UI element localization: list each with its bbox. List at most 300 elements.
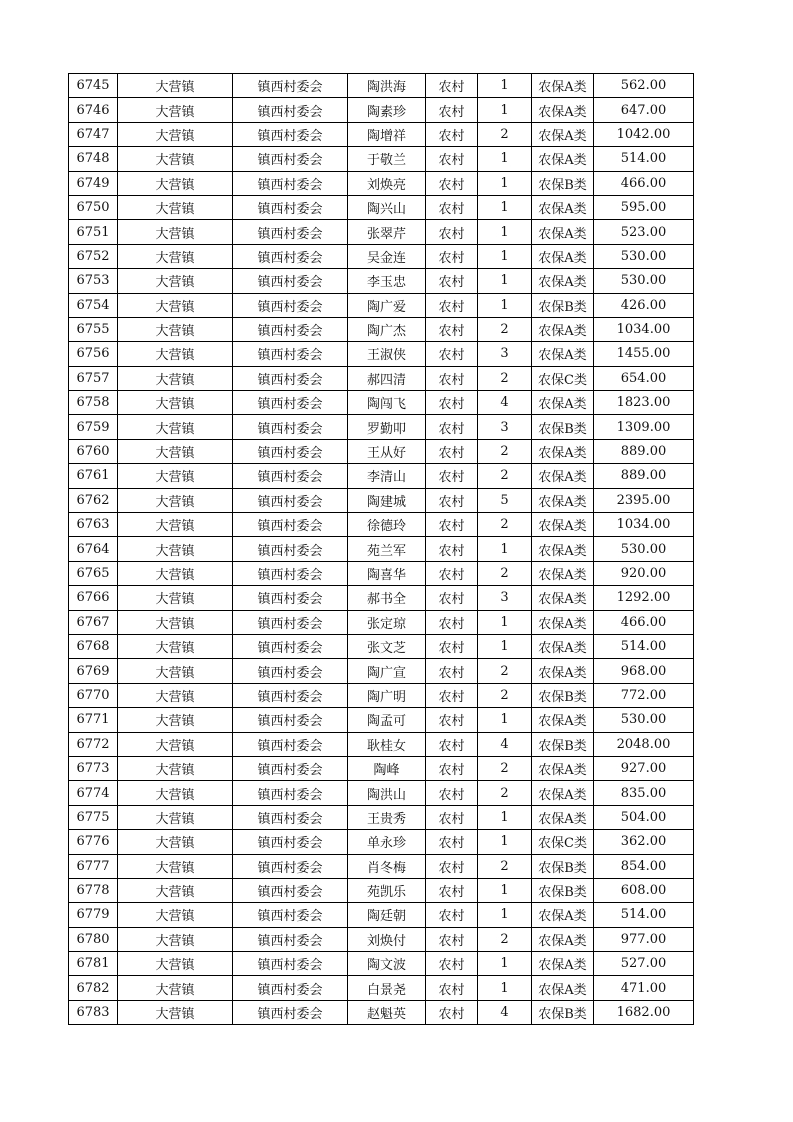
table-row: [69, 732, 694, 756]
cell-name: 刘焕亮: [348, 171, 426, 195]
cell-name: 于敬兰: [348, 147, 426, 171]
cell-committee: 镇西村委会: [233, 976, 348, 1000]
cell-household-size: 2: [478, 122, 532, 146]
cell-town: 大营镇: [118, 781, 233, 805]
cell-id: 6778: [69, 878, 118, 902]
cell-household-size: 1: [478, 195, 532, 219]
cell-committee: 镇西村委会: [233, 342, 348, 366]
cell-committee: 镇西村委会: [233, 634, 348, 658]
table-row: [69, 74, 694, 98]
table-row: [69, 805, 694, 829]
cell-area: 农村: [426, 513, 478, 537]
cell-amount: 514.00: [594, 634, 694, 658]
cell-amount: 1455.00: [594, 342, 694, 366]
cell-committee: 镇西村委会: [233, 659, 348, 683]
cell-committee: 镇西村委会: [233, 561, 348, 585]
cell-name: 徐德玲: [348, 513, 426, 537]
cell-name: 王从好: [348, 439, 426, 463]
cell-amount: 530.00: [594, 537, 694, 561]
cell-committee: 镇西村委会: [233, 244, 348, 268]
cell-committee: 镇西村委会: [233, 195, 348, 219]
cell-town: 大营镇: [118, 903, 233, 927]
cell-household-size: 1: [478, 269, 532, 293]
cell-id: 6751: [69, 220, 118, 244]
cell-id: 6760: [69, 439, 118, 463]
cell-committee: 镇西村委会: [233, 171, 348, 195]
cell-town: 大营镇: [118, 854, 233, 878]
cell-id: 6759: [69, 415, 118, 439]
table-row: [69, 366, 694, 390]
cell-area: 农村: [426, 537, 478, 561]
table-row: [69, 634, 694, 658]
cell-amount: 1823.00: [594, 391, 694, 415]
cell-area: 农村: [426, 342, 478, 366]
cell-amount: 927.00: [594, 756, 694, 780]
cell-amount: 772.00: [594, 683, 694, 707]
cell-id: 6769: [69, 659, 118, 683]
cell-town: 大营镇: [118, 439, 233, 463]
cell-area: 农村: [426, 74, 478, 98]
cell-town: 大营镇: [118, 537, 233, 561]
cell-name: 陶洪山: [348, 781, 426, 805]
cell-amount: 426.00: [594, 293, 694, 317]
cell-area: 农村: [426, 976, 478, 1000]
cell-amount: 2395.00: [594, 488, 694, 512]
cell-area: 农村: [426, 561, 478, 585]
cell-area: 农村: [426, 415, 478, 439]
cell-area: 农村: [426, 220, 478, 244]
cell-id: 6767: [69, 610, 118, 634]
cell-household-size: 4: [478, 732, 532, 756]
cell-town: 大营镇: [118, 98, 233, 122]
cell-category: 农保A类: [532, 586, 594, 610]
cell-amount: 514.00: [594, 903, 694, 927]
cell-amount: 527.00: [594, 952, 694, 976]
cell-name: 王贵秀: [348, 805, 426, 829]
cell-category: 农保A类: [532, 634, 594, 658]
cell-id: 6754: [69, 293, 118, 317]
cell-household-size: 2: [478, 366, 532, 390]
cell-category: 农保A类: [532, 488, 594, 512]
cell-category: 农保A类: [532, 952, 594, 976]
cell-household-size: 1: [478, 634, 532, 658]
cell-town: 大营镇: [118, 683, 233, 707]
cell-town: 大营镇: [118, 927, 233, 951]
cell-area: 农村: [426, 366, 478, 390]
cell-town: 大营镇: [118, 610, 233, 634]
cell-household-size: 2: [478, 561, 532, 585]
cell-town: 大营镇: [118, 513, 233, 537]
cell-id: 6783: [69, 1000, 118, 1024]
cell-committee: 镇西村委会: [233, 805, 348, 829]
cell-committee: 镇西村委会: [233, 537, 348, 561]
cell-category: 农保A类: [532, 464, 594, 488]
table-row: [69, 195, 694, 219]
table-row: [69, 610, 694, 634]
cell-committee: 镇西村委会: [233, 415, 348, 439]
cell-committee: 镇西村委会: [233, 488, 348, 512]
cell-household-size: 1: [478, 74, 532, 98]
cell-household-size: 3: [478, 586, 532, 610]
cell-household-size: 5: [478, 488, 532, 512]
cell-name: 罗勤叩: [348, 415, 426, 439]
cell-category: 农保A类: [532, 269, 594, 293]
cell-town: 大营镇: [118, 171, 233, 195]
table-row: [69, 561, 694, 585]
cell-area: 农村: [426, 269, 478, 293]
cell-id: 6777: [69, 854, 118, 878]
cell-id: 6772: [69, 732, 118, 756]
cell-committee: 镇西村委会: [233, 74, 348, 98]
cell-area: 农村: [426, 98, 478, 122]
cell-household-size: 2: [478, 781, 532, 805]
cell-committee: 镇西村委会: [233, 830, 348, 854]
cell-area: 农村: [426, 464, 478, 488]
table-row: [69, 854, 694, 878]
cell-area: 农村: [426, 659, 478, 683]
cell-amount: 466.00: [594, 171, 694, 195]
cell-household-size: 1: [478, 805, 532, 829]
cell-committee: 镇西村委会: [233, 147, 348, 171]
cell-area: 农村: [426, 586, 478, 610]
cell-id: 6749: [69, 171, 118, 195]
table-row: [69, 952, 694, 976]
cell-amount: 889.00: [594, 439, 694, 463]
cell-amount: 1034.00: [594, 317, 694, 341]
cell-category: 农保A类: [532, 317, 594, 341]
cell-committee: 镇西村委会: [233, 781, 348, 805]
cell-name: 吴金连: [348, 244, 426, 268]
cell-id: 6764: [69, 537, 118, 561]
cell-name: 陶孟可: [348, 708, 426, 732]
cell-committee: 镇西村委会: [233, 391, 348, 415]
cell-amount: 530.00: [594, 708, 694, 732]
table-row: [69, 220, 694, 244]
cell-category: 农保A类: [532, 195, 594, 219]
cell-id: 6758: [69, 391, 118, 415]
cell-id: 6776: [69, 830, 118, 854]
cell-category: 农保B类: [532, 878, 594, 902]
cell-area: 农村: [426, 293, 478, 317]
cell-amount: 1042.00: [594, 122, 694, 146]
cell-id: 6761: [69, 464, 118, 488]
cell-area: 农村: [426, 903, 478, 927]
cell-id: 6782: [69, 976, 118, 1000]
cell-amount: 1034.00: [594, 513, 694, 537]
cell-amount: 595.00: [594, 195, 694, 219]
cell-household-size: 1: [478, 147, 532, 171]
cell-name: 苑凯乐: [348, 878, 426, 902]
cell-name: 单永珍: [348, 830, 426, 854]
cell-id: 6774: [69, 781, 118, 805]
cell-id: 6756: [69, 342, 118, 366]
cell-id: 6771: [69, 708, 118, 732]
data-table: [68, 73, 694, 1025]
table-row: [69, 147, 694, 171]
cell-committee: 镇西村委会: [233, 878, 348, 902]
cell-id: 6755: [69, 317, 118, 341]
cell-name: 张文芝: [348, 634, 426, 658]
cell-household-size: 1: [478, 171, 532, 195]
cell-amount: 1682.00: [594, 1000, 694, 1024]
cell-category: 农保A类: [532, 537, 594, 561]
cell-household-size: 2: [478, 683, 532, 707]
cell-amount: 654.00: [594, 366, 694, 390]
cell-household-size: 2: [478, 464, 532, 488]
cell-town: 大营镇: [118, 634, 233, 658]
cell-name: 刘焕付: [348, 927, 426, 951]
cell-committee: 镇西村委会: [233, 513, 348, 537]
cell-committee: 镇西村委会: [233, 756, 348, 780]
cell-household-size: 1: [478, 98, 532, 122]
cell-area: 农村: [426, 878, 478, 902]
table-row: [69, 683, 694, 707]
cell-name: 陶素珍: [348, 98, 426, 122]
cell-household-size: 1: [478, 708, 532, 732]
cell-id: 6773: [69, 756, 118, 780]
cell-town: 大营镇: [118, 147, 233, 171]
cell-town: 大营镇: [118, 244, 233, 268]
cell-category: 农保A类: [532, 391, 594, 415]
cell-town: 大营镇: [118, 732, 233, 756]
cell-category: 农保A类: [532, 756, 594, 780]
cell-amount: 889.00: [594, 464, 694, 488]
cell-household-size: 1: [478, 220, 532, 244]
cell-town: 大营镇: [118, 220, 233, 244]
cell-town: 大营镇: [118, 1000, 233, 1024]
cell-name: 肖冬梅: [348, 854, 426, 878]
table-row: [69, 830, 694, 854]
cell-area: 农村: [426, 781, 478, 805]
cell-area: 农村: [426, 1000, 478, 1024]
cell-household-size: 3: [478, 342, 532, 366]
cell-amount: 835.00: [594, 781, 694, 805]
table-row: [69, 756, 694, 780]
cell-name: 陶喜华: [348, 561, 426, 585]
cell-amount: 530.00: [594, 244, 694, 268]
cell-category: 农保A类: [532, 244, 594, 268]
cell-id: 6768: [69, 634, 118, 658]
cell-town: 大营镇: [118, 74, 233, 98]
cell-category: 农保B类: [532, 293, 594, 317]
cell-amount: 530.00: [594, 269, 694, 293]
cell-town: 大营镇: [118, 659, 233, 683]
cell-area: 农村: [426, 854, 478, 878]
cell-name: 白景尧: [348, 976, 426, 1000]
cell-name: 陶闯飞: [348, 391, 426, 415]
cell-name: 郝书全: [348, 586, 426, 610]
cell-id: 6747: [69, 122, 118, 146]
cell-household-size: 2: [478, 854, 532, 878]
table-row: [69, 391, 694, 415]
cell-category: 农保A类: [532, 122, 594, 146]
cell-name: 陶增祥: [348, 122, 426, 146]
table-row: [69, 878, 694, 902]
cell-household-size: 1: [478, 976, 532, 1000]
cell-id: 6765: [69, 561, 118, 585]
cell-area: 农村: [426, 317, 478, 341]
cell-amount: 608.00: [594, 878, 694, 902]
table-row: [69, 439, 694, 463]
cell-area: 农村: [426, 244, 478, 268]
cell-committee: 镇西村委会: [233, 927, 348, 951]
cell-area: 农村: [426, 439, 478, 463]
cell-amount: 362.00: [594, 830, 694, 854]
cell-committee: 镇西村委会: [233, 464, 348, 488]
cell-category: 农保A类: [532, 903, 594, 927]
cell-id: 6762: [69, 488, 118, 512]
cell-town: 大营镇: [118, 195, 233, 219]
cell-committee: 镇西村委会: [233, 732, 348, 756]
cell-household-size: 2: [478, 317, 532, 341]
cell-amount: 1292.00: [594, 586, 694, 610]
cell-name: 张定琼: [348, 610, 426, 634]
table-row: [69, 781, 694, 805]
cell-town: 大营镇: [118, 391, 233, 415]
cell-committee: 镇西村委会: [233, 903, 348, 927]
cell-area: 农村: [426, 732, 478, 756]
cell-household-size: 1: [478, 830, 532, 854]
cell-category: 农保A类: [532, 342, 594, 366]
cell-area: 农村: [426, 952, 478, 976]
table-row: [69, 464, 694, 488]
cell-amount: 1309.00: [594, 415, 694, 439]
cell-town: 大营镇: [118, 342, 233, 366]
cell-household-size: 1: [478, 293, 532, 317]
cell-committee: 镇西村委会: [233, 317, 348, 341]
cell-town: 大营镇: [118, 756, 233, 780]
table-row: [69, 415, 694, 439]
table-row: [69, 171, 694, 195]
cell-household-size: 2: [478, 756, 532, 780]
cell-household-size: 1: [478, 610, 532, 634]
cell-name: 陶廷朝: [348, 903, 426, 927]
cell-category: 农保A类: [532, 147, 594, 171]
cell-town: 大营镇: [118, 952, 233, 976]
cell-town: 大营镇: [118, 464, 233, 488]
cell-committee: 镇西村委会: [233, 952, 348, 976]
cell-amount: 647.00: [594, 98, 694, 122]
cell-committee: 镇西村委会: [233, 586, 348, 610]
cell-id: 6779: [69, 903, 118, 927]
cell-household-size: 4: [478, 391, 532, 415]
cell-household-size: 3: [478, 415, 532, 439]
cell-id: 6752: [69, 244, 118, 268]
cell-category: 农保A类: [532, 439, 594, 463]
cell-name: 张翠芹: [348, 220, 426, 244]
cell-town: 大营镇: [118, 976, 233, 1000]
cell-name: 李清山: [348, 464, 426, 488]
cell-category: 农保C类: [532, 366, 594, 390]
cell-name: 王淑侠: [348, 342, 426, 366]
table-row: [69, 513, 694, 537]
cell-household-size: 2: [478, 439, 532, 463]
cell-committee: 镇西村委会: [233, 610, 348, 634]
cell-category: 农保A类: [532, 781, 594, 805]
cell-id: 6750: [69, 195, 118, 219]
cell-amount: 920.00: [594, 561, 694, 585]
cell-name: 李玉忠: [348, 269, 426, 293]
cell-area: 农村: [426, 634, 478, 658]
cell-committee: 镇西村委会: [233, 1000, 348, 1024]
cell-committee: 镇西村委会: [233, 854, 348, 878]
cell-town: 大营镇: [118, 586, 233, 610]
cell-town: 大营镇: [118, 366, 233, 390]
cell-town: 大营镇: [118, 830, 233, 854]
cell-area: 农村: [426, 195, 478, 219]
table-row: [69, 122, 694, 146]
cell-committee: 镇西村委会: [233, 98, 348, 122]
cell-town: 大营镇: [118, 805, 233, 829]
table-row: [69, 1000, 694, 1024]
cell-town: 大营镇: [118, 122, 233, 146]
table-row: [69, 708, 694, 732]
table-row: [69, 659, 694, 683]
cell-town: 大营镇: [118, 561, 233, 585]
cell-area: 农村: [426, 708, 478, 732]
cell-town: 大营镇: [118, 878, 233, 902]
cell-amount: 977.00: [594, 927, 694, 951]
cell-amount: 466.00: [594, 610, 694, 634]
cell-town: 大营镇: [118, 269, 233, 293]
cell-id: 6746: [69, 98, 118, 122]
cell-name: 苑兰军: [348, 537, 426, 561]
table-row: [69, 342, 694, 366]
cell-category: 农保B类: [532, 732, 594, 756]
cell-category: 农保A类: [532, 610, 594, 634]
cell-category: 农保C类: [532, 830, 594, 854]
cell-id: 6757: [69, 366, 118, 390]
cell-id: 6781: [69, 952, 118, 976]
cell-id: 6763: [69, 513, 118, 537]
cell-id: 6766: [69, 586, 118, 610]
table-row: [69, 488, 694, 512]
cell-town: 大营镇: [118, 293, 233, 317]
cell-category: 农保A类: [532, 74, 594, 98]
cell-category: 农保B类: [532, 171, 594, 195]
cell-amount: 504.00: [594, 805, 694, 829]
cell-area: 农村: [426, 756, 478, 780]
cell-committee: 镇西村委会: [233, 122, 348, 146]
cell-category: 农保A类: [532, 708, 594, 732]
cell-category: 农保A类: [532, 976, 594, 1000]
table-row: [69, 317, 694, 341]
cell-committee: 镇西村委会: [233, 708, 348, 732]
table-row: [69, 293, 694, 317]
cell-id: 6780: [69, 927, 118, 951]
cell-name: 陶洪海: [348, 74, 426, 98]
cell-household-size: 1: [478, 952, 532, 976]
cell-town: 大营镇: [118, 488, 233, 512]
cell-id: 6775: [69, 805, 118, 829]
cell-name: 陶广杰: [348, 317, 426, 341]
cell-area: 农村: [426, 171, 478, 195]
cell-amount: 471.00: [594, 976, 694, 1000]
table-row: [69, 976, 694, 1000]
cell-id: 6748: [69, 147, 118, 171]
cell-name: 郝四清: [348, 366, 426, 390]
cell-category: 农保A类: [532, 805, 594, 829]
cell-area: 农村: [426, 147, 478, 171]
cell-committee: 镇西村委会: [233, 439, 348, 463]
cell-area: 农村: [426, 683, 478, 707]
cell-area: 农村: [426, 927, 478, 951]
table-row: [69, 903, 694, 927]
cell-category: 农保A类: [532, 927, 594, 951]
cell-area: 农村: [426, 122, 478, 146]
cell-area: 农村: [426, 610, 478, 634]
table-row: [69, 586, 694, 610]
